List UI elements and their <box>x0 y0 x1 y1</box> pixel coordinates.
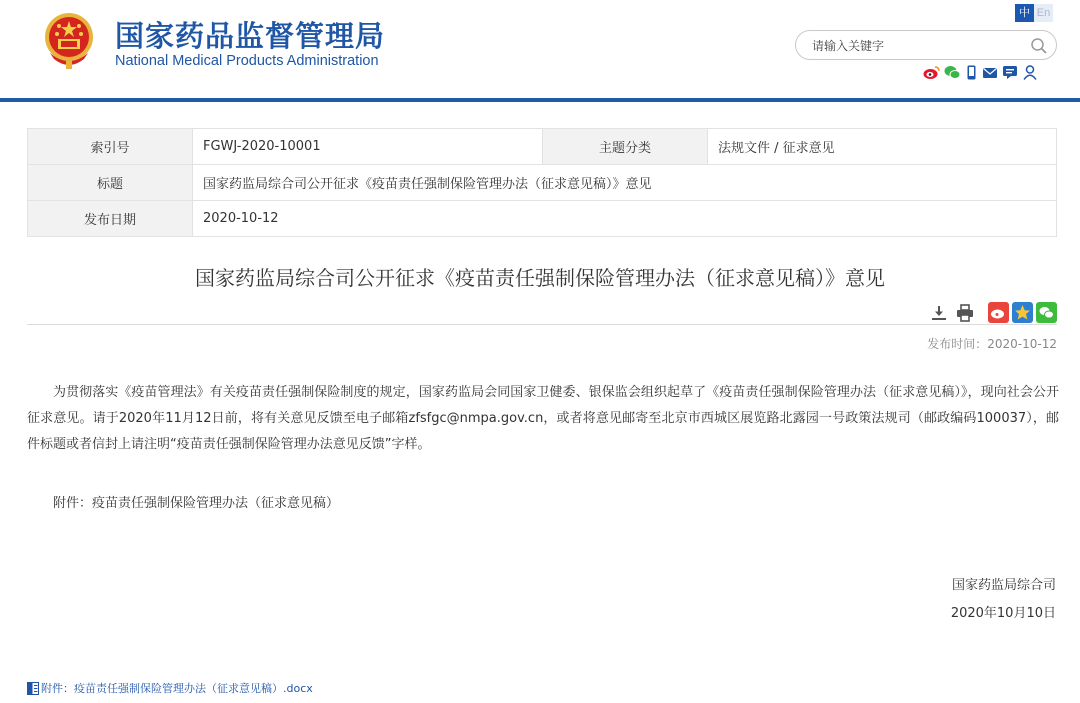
mail-icon[interactable] <box>982 65 998 80</box>
language-switch <box>1015 4 1053 22</box>
title-label: 标题 <box>28 165 193 201</box>
user-icon[interactable] <box>1022 65 1038 80</box>
lang-english-button[interactable]: En <box>1034 4 1053 22</box>
site-title-cn[interactable]: 国家药品监督管理局 <box>115 19 386 53</box>
share-weibo-icon[interactable] <box>988 302 1009 323</box>
index-label: 索引号 <box>28 129 193 165</box>
publish-date-label: 发布日期 <box>28 201 193 237</box>
title-value: 国家药监局综合司公开征求《疫苗责任强制保险管理办法（征求意见稿）》意见 <box>193 165 1057 201</box>
download-icon[interactable] <box>929 303 949 323</box>
index-value: FGWJ-2020-10001 <box>193 129 543 165</box>
lang-chinese-button[interactable]: 中 <box>1015 4 1034 22</box>
header-divider <box>0 98 1080 102</box>
attachment-download-link[interactable] <box>27 680 313 696</box>
table-row <box>28 129 1057 165</box>
attachment-note: 附件：疫苗责任强制保险管理办法（征求意见稿） <box>53 496 340 511</box>
document-metadata-table <box>27 128 1057 237</box>
signing-date: 2020年10月10日 <box>950 606 1056 621</box>
table-row <box>28 201 1057 237</box>
category-label: 主题分类 <box>543 129 708 165</box>
search-box <box>795 30 1057 60</box>
national-emblem-icon[interactable] <box>40 9 98 71</box>
message-icon[interactable] <box>1002 65 1018 80</box>
social-links <box>923 65 1038 80</box>
article-body: 为贯彻落实《疫苗管理法》有关疫苗责任强制保险制度的规定，国家药监局会同国家卫健委、银保监会组织起草了《疫苗责任强制保险管理办法（征求意见稿）》，现向社会公开征求意见。请于2020年11月12日前，将有关意见反馈至电子邮箱zfsfgc@nmpa.gov.cn，或者将意见邮寄至北京市西城区展览路北露园一号政策法规司（邮政编码100037），邮件标题或者信封上请注明“疫苗责任强制保险管理办法意见反馈”字样。 <box>27 385 1059 452</box>
site-header <box>0 0 1080 98</box>
article-tools <box>929 302 1057 323</box>
print-icon[interactable] <box>955 303 975 323</box>
table-row <box>28 165 1057 201</box>
wechat-icon[interactable] <box>944 65 961 80</box>
site-title-en[interactable]: National Medical Products Administration <box>115 53 379 69</box>
share-qzone-icon[interactable] <box>1012 302 1033 323</box>
word-doc-icon <box>27 682 39 695</box>
signing-organization: 国家药监局综合司 <box>951 578 1056 593</box>
share-wechat-icon[interactable] <box>1036 302 1057 323</box>
weibo-icon[interactable] <box>923 65 940 80</box>
search-icon[interactable] <box>1030 37 1048 55</box>
category-value: 法规文件 / 征求意见 <box>708 129 1057 165</box>
publish-time: 发布时间：2020-10-12 <box>927 337 1057 351</box>
mobile-icon[interactable] <box>965 65 978 80</box>
title-divider <box>27 324 1057 325</box>
search-input[interactable] <box>812 37 1012 55</box>
article-title: 国家药监局综合司公开征求《疫苗责任强制保险管理办法（征求意见稿）》意见 <box>195 266 885 290</box>
publish-date-value: 2020-10-12 <box>193 201 1057 237</box>
attachment-file-name[interactable]: 附件：疫苗责任强制保险管理办法（征求意见稿）.docx <box>41 682 313 695</box>
